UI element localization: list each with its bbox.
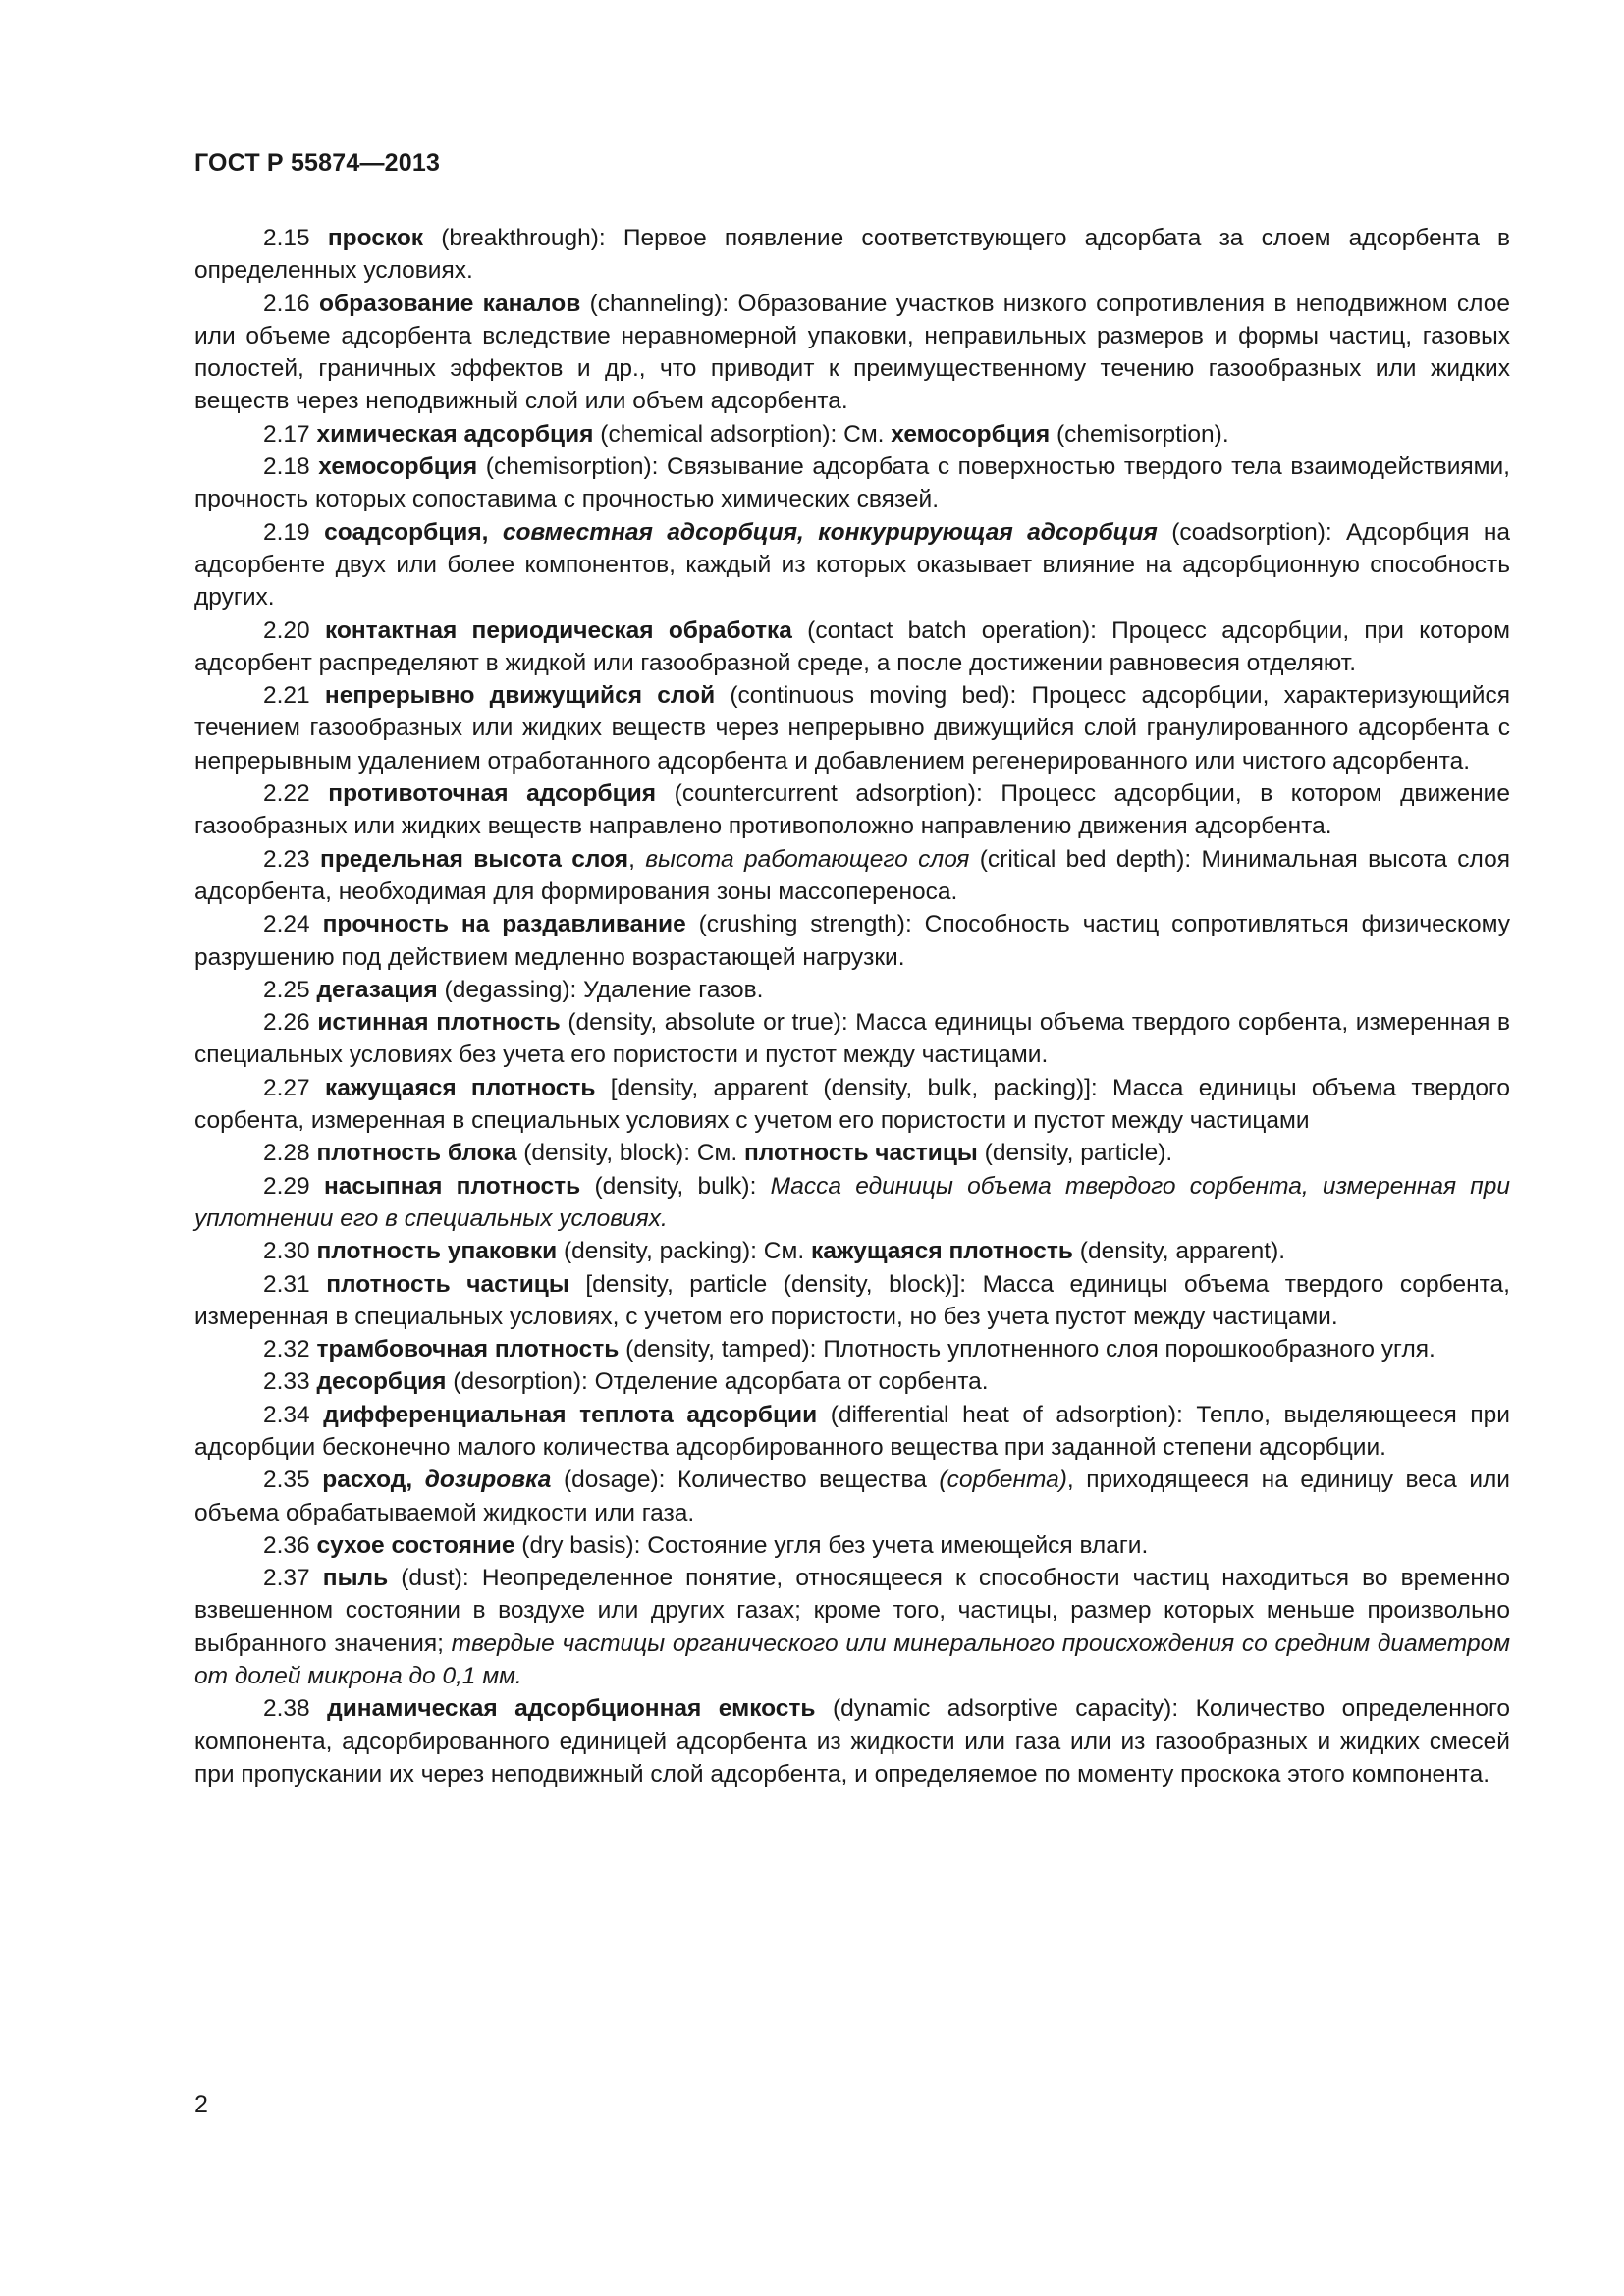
entry-number: 2.32 (263, 1336, 310, 1363)
entry-number: 2.33 (263, 1368, 310, 1396)
term-entry-2-33 (194, 1365, 1510, 1398)
term-entry-2-32 (194, 1333, 1510, 1365)
english-term: (chemical adsorption) (600, 420, 831, 448)
english-term: (contact batch operation) (807, 616, 1091, 644)
entry-number: 2.28 (263, 1140, 310, 1167)
term-entry-2-22 (194, 777, 1510, 843)
entry-number: 2.22 (263, 780, 310, 808)
see-reference: : См. (830, 420, 885, 448)
term-entry-2-37 (194, 1562, 1510, 1692)
term: контактная периодическая обработка (324, 616, 792, 644)
referenced-english-term: (density, particle). (984, 1140, 1173, 1167)
term-entry-2-36 (194, 1529, 1510, 1562)
term-entry-2-29 (194, 1170, 1510, 1236)
entry-number: 2.27 (263, 1074, 310, 1101)
synonym-terms: дозировка (424, 1467, 552, 1494)
term-entry-2-21 (194, 679, 1510, 777)
definition: : Удаление газов. (569, 976, 764, 1003)
term: расход, (322, 1467, 413, 1494)
definition: : Неопределенное понятие, относящееся к способности частиц находиться во временно взвешенном состоянии в воздухе или других газах; кроме того, частицы, размер которых меньше произвольно выбранного значения; (194, 1565, 1510, 1657)
term: сухое состояние (316, 1531, 515, 1559)
entry-number: 2.37 (263, 1565, 310, 1592)
term: хемосорбция (318, 454, 478, 481)
referenced-term: кажущаяся плотность (810, 1238, 1073, 1265)
definition: : Масса единицы объема твердого сорбента, измеренная в специальных условиях с учетом его пористости и пустот между частицами (194, 1074, 1511, 1135)
term: плотность упаковки (316, 1238, 558, 1265)
term-entry-2-34 (194, 1399, 1510, 1465)
definition: : Процесс адсорбции, в котором движение газообразных или жидких веществ направлено противоположно направлению движения адсорбента. (194, 780, 1510, 840)
standard-designation: ГОСТ Р 55874—2013 (194, 149, 441, 177)
referenced-english-term: (chemisorption). (1056, 420, 1229, 448)
entry-number: 2.25 (263, 976, 310, 1003)
term: пыль (322, 1565, 389, 1592)
english-term: (channeling) (589, 290, 723, 317)
english-term: (crushing strength) (698, 911, 905, 938)
separator: , (628, 845, 646, 873)
english-term: (continuous moving bed) (730, 682, 1010, 710)
term-entry-2-17 (194, 418, 1510, 451)
term-entry-2-35 (194, 1464, 1510, 1529)
term: противоточная адсорбция (328, 780, 657, 808)
term: дегазация (316, 976, 438, 1003)
english-term: (countercurrent adsorption) (674, 780, 976, 808)
entry-number: 2.17 (263, 420, 310, 448)
english-term: (coadsorption) (1171, 518, 1326, 546)
definition: : Адсорбция на адсорбенте двух или более компонентов, каждый из которых оказывает влияние на адсорбционную способность других. (194, 518, 1511, 612)
definition: : Количество вещества (658, 1467, 940, 1494)
english-term: (density, packing) (563, 1238, 751, 1265)
english-term: (dust) (401, 1565, 462, 1592)
term: прочность на раздавливание (322, 911, 686, 938)
definition: : Количество определенного компонента, адсорбированного единицей адсорбента из жидкости или газа или из газообразных и жидких смесей при пропускании их через неподвижный слой адсорбента, и определяемое по моменту проскока этого компонента. (194, 1695, 1510, 1788)
english-term: (density, block) (523, 1140, 684, 1167)
term: кажущаяся плотность (324, 1074, 596, 1101)
term-entry-2-28 (194, 1137, 1510, 1169)
definition: : Плотность уплотненного слоя порошкообразного угля. (809, 1336, 1435, 1363)
entry-number: 2.26 (263, 1009, 310, 1037)
english-term: (chemisorption) (485, 454, 652, 481)
definition: : (749, 1172, 771, 1200)
entry-number: 2.34 (263, 1401, 310, 1428)
english-term: [density, particle (density, block)] (585, 1270, 960, 1298)
english-term: (critical bed depth) (979, 845, 1185, 873)
english-term: (breakthrough) (441, 225, 599, 251)
entry-number: 2.18 (263, 454, 310, 481)
term-definitions (194, 222, 1510, 1790)
term-entry-2-24 (194, 908, 1510, 974)
term-entry-2-15 (194, 222, 1510, 288)
term-entry-2-19 (194, 516, 1510, 614)
term: химическая адсорбция (316, 420, 594, 448)
english-term: (differential heat of adsorption) (830, 1401, 1176, 1428)
term-entry-2-30 (194, 1235, 1510, 1267)
definition-italic: (сорбента) (939, 1467, 1067, 1494)
definition: : Связывание адсорбата с поверхностью твердого тела взаимодействиями, прочность которых сопоставима с прочностью химических связей. (194, 454, 1510, 513)
entry-number: 2.36 (263, 1531, 310, 1559)
term-entry-2-20 (194, 614, 1510, 680)
definition-italic: твердые частицы органического или минерального происхождения со средним диаметром от долей микрона до 0,1 мм. (194, 1629, 1510, 1690)
term: динамическая адсорбционная емкость (327, 1695, 816, 1723)
english-term: (density, absolute or true) (568, 1009, 841, 1037)
entry-number: 2.31 (263, 1270, 310, 1298)
definition: : Масса единицы объема твердого сорбента, измеренная в специальных условиях, с учетом его пористости, но без учета пустот между частицами. (194, 1270, 1510, 1330)
english-term: (dosage) (563, 1467, 659, 1494)
term-entry-2-23 (194, 843, 1510, 909)
see-reference: : См. (750, 1238, 805, 1265)
english-term: [density, apparent (density, bulk, packing)] (610, 1074, 1091, 1101)
page-number: 2 (194, 2091, 208, 2118)
term-entry-2-27 (194, 1072, 1510, 1138)
entry-number: 2.29 (263, 1172, 310, 1200)
entry-number: 2.38 (263, 1695, 310, 1723)
definition: : Минимальная высота слоя адсорбента, необходимая для формирования зоны массопереноса. (194, 845, 1511, 905)
entry-number: 2.16 (263, 290, 310, 317)
term-entry-2-26 (194, 1006, 1510, 1072)
synonym-terms: совместная адсорбция, конкурирующая адсорбция (502, 518, 1158, 546)
english-term: (desorption) (453, 1368, 582, 1396)
term: десорбция (316, 1368, 447, 1396)
definition: : Первое появление соответствующего адсорбата за слоем адсорбента в определенных условиях. (194, 225, 1510, 285)
definition-tail: , приходящееся на единицу веса или объема обрабатываемой жидкости или газа. (194, 1467, 1510, 1526)
entry-number: 2.24 (263, 911, 310, 938)
entry-number: 2.23 (263, 845, 310, 873)
term-entry-2-38 (194, 1692, 1510, 1790)
term: образование каналов (319, 290, 581, 317)
term-entry-2-31 (194, 1268, 1510, 1334)
definition: : Процесс адсорбции, при котором адсорбент распределяют в жидкой или газообразной среде, а после достижении равновесия отделяют. (194, 616, 1510, 676)
term: насыпная плотность (323, 1172, 581, 1200)
english-term: (density, bulk) (594, 1172, 750, 1200)
definition: : Тепло, выделяющееся при адсорбции бесконечно малого количества адсорбированного вещества при заданной степени адсорбции. (194, 1401, 1510, 1461)
term: непрерывно движущийся слой (324, 682, 716, 710)
english-term: (density, tamped) (625, 1336, 810, 1363)
definition: : Процесс адсорбции, характеризующийся течением газообразных или жидких веществ через непрерывно движущийся слой гранулированного адсорбента с непрерывным удалением отработанного адсорбента и добавлением регенерированного или чистого адсорбента. (194, 682, 1510, 774)
term: плотность частицы (326, 1270, 569, 1298)
term: плотность блока (316, 1140, 517, 1167)
definition: : Образование участков низкого сопротивления в неподвижном слое или объеме адсорбента вследствие неравномерной упаковки, неправильных размеров и формы частиц, газовых полостей, граничных эффектов и др., что приводит к преимущественному течению газообразных или жидких веществ через неподвижный слой или объем адсорбента. (194, 290, 1510, 415)
term: проскок (327, 225, 424, 251)
referenced-term: плотность частицы (743, 1140, 978, 1167)
entry-number: 2.21 (263, 682, 310, 710)
term-entry-2-18 (194, 451, 1510, 516)
term: соадсорбция, (324, 518, 489, 546)
english-term: (degassing) (444, 976, 570, 1003)
alternative-term: высота работающего слоя (645, 845, 970, 873)
definition: : Отделение адсорбата от сорбента. (581, 1368, 989, 1396)
term: трамбовочная плотность (316, 1336, 620, 1363)
entry-number: 2.35 (263, 1467, 310, 1494)
english-term: (dry basis) (521, 1531, 634, 1559)
english-term: (dynamic adsorptive capacity) (832, 1695, 1172, 1723)
term: дифференциальная теплота адсорбции (323, 1401, 818, 1428)
referenced-english-term: (density, apparent). (1079, 1238, 1286, 1265)
see-reference: : См. (683, 1140, 738, 1167)
entry-number: 2.20 (263, 616, 310, 644)
term-entry-2-16 (194, 288, 1510, 418)
definition: : Способность частиц сопротивляться физическому разрушению под действием медленно возрастающей нагрузки. (194, 911, 1510, 971)
definition: : Состояние угля без учета имеющейся влаги. (633, 1531, 1149, 1559)
definition-italic: Масса единицы объема твердого сорбента, измеренная при уплотнении его в специальных условиях. (194, 1172, 1510, 1232)
entry-number: 2.15 (263, 225, 310, 251)
term: истинная плотность (317, 1009, 561, 1037)
term-entry-2-25 (194, 974, 1510, 1006)
entry-number: 2.30 (263, 1238, 310, 1265)
term: предельная высота слоя (320, 845, 629, 873)
referenced-term: хемосорбция (891, 420, 1051, 448)
entry-number: 2.19 (263, 518, 310, 546)
definition: : Масса единицы объема твердого сорбента, измеренная в специальных условиях без учета его пористости и пустот между частицами. (194, 1009, 1510, 1069)
